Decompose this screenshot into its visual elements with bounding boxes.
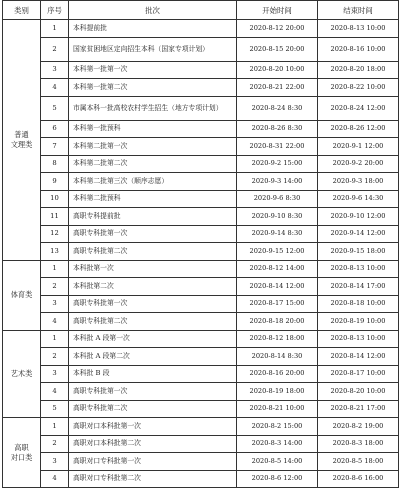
row-number-cell: 5	[41, 96, 69, 120]
end-time-cell: 2020-9-14 12:00	[318, 225, 399, 243]
row-number-cell: 9	[41, 173, 69, 191]
end-time-cell: 2020-8-13 10:00	[318, 260, 399, 278]
category-cell: 高职 对口类	[3, 418, 41, 488]
row-number-cell: 12	[41, 225, 69, 243]
end-time-cell: 2020-8-5 18:00	[318, 453, 399, 471]
start-time-cell: 2020-8-18 20:00	[237, 313, 318, 331]
header-end-time: 结束时间	[318, 1, 399, 20]
table-row	[3, 61, 399, 79]
start-time-cell: 2020-8-12 18:00	[237, 330, 318, 348]
start-time-cell: 2020-8-12 20:00	[237, 20, 318, 38]
table-row	[3, 470, 399, 488]
row-number-cell: 3	[41, 365, 69, 383]
start-time-cell: 2020-9-14 8:30	[237, 225, 318, 243]
end-time-cell: 2020-8-13 10:00	[318, 330, 399, 348]
table-row	[3, 243, 399, 261]
row-number-cell: 2	[41, 37, 69, 61]
batch-name-cell: 本科第一批第二次	[69, 79, 237, 97]
batch-name-cell: 本科第二批第三次（顺序志愿）	[69, 173, 237, 191]
start-time-cell: 2020-8-21 10:00	[237, 400, 318, 418]
batch-name-cell: 本科第一批第一次	[69, 61, 237, 79]
row-number-cell: 1	[41, 20, 69, 38]
end-time-cell: 2020-8-26 12:00	[318, 120, 399, 138]
row-number-cell: 5	[41, 400, 69, 418]
end-time-cell: 2020-8-21 17:00	[318, 400, 399, 418]
row-number-cell: 10	[41, 190, 69, 208]
end-time-cell: 2020-8-2 19:00	[318, 418, 399, 436]
batch-name-cell: 高职对口本科批第二次	[69, 435, 237, 453]
table-row	[3, 278, 399, 296]
row-number-cell: 4	[41, 383, 69, 401]
row-number-cell: 1	[41, 418, 69, 436]
batch-name-cell: 本科第一批预科	[69, 120, 237, 138]
table-row	[3, 330, 399, 348]
table-row	[3, 260, 399, 278]
table-row	[3, 295, 399, 313]
table-row	[3, 365, 399, 383]
batch-name-cell: 高职对口本科批第一次	[69, 418, 237, 436]
batch-name-cell: 高职专科批第一次	[69, 295, 237, 313]
row-number-cell: 8	[41, 155, 69, 173]
table-row	[3, 225, 399, 243]
batch-name-cell: 本科提前批	[69, 20, 237, 38]
header-number: 序号	[41, 1, 69, 20]
table-row	[3, 400, 399, 418]
table-row	[3, 190, 399, 208]
row-number-cell: 11	[41, 208, 69, 226]
schedule-table	[2, 0, 399, 488]
row-number-cell: 4	[41, 313, 69, 331]
batch-name-cell: 高职专科批第二次	[69, 400, 237, 418]
row-number-cell: 4	[41, 79, 69, 97]
start-time-cell: 2020-8-5 14:00	[237, 453, 318, 471]
table-row	[3, 20, 399, 38]
row-number-cell: 1	[41, 260, 69, 278]
row-number-cell: 6	[41, 120, 69, 138]
header-row	[3, 1, 399, 20]
row-number-cell: 13	[41, 243, 69, 261]
end-time-cell: 2020-8-19 10:00	[318, 313, 399, 331]
batch-name-cell: 高职专科批第一次	[69, 383, 237, 401]
batch-name-cell: 市属本科一批高校农村学生招生（地方专项计划）	[69, 96, 237, 120]
row-number-cell: 3	[41, 453, 69, 471]
table-row	[3, 138, 399, 156]
batch-name-cell: 高职专科批第二次	[69, 313, 237, 331]
start-time-cell: 2020-8-14 8:30	[237, 348, 318, 366]
table-row	[3, 435, 399, 453]
batch-name-cell: 高职对口专科批第一次	[69, 453, 237, 471]
end-time-cell: 2020-9-15 18:00	[318, 243, 399, 261]
batch-name-cell: 高职专科批第二次	[69, 243, 237, 261]
start-time-cell: 2020-9-3 14:00	[237, 173, 318, 191]
table-row	[3, 208, 399, 226]
start-time-cell: 2020-9-15 12:00	[237, 243, 318, 261]
header-start-time: 开始时间	[237, 1, 318, 20]
schedule-body	[3, 20, 399, 488]
start-time-cell: 2020-8-2 15:00	[237, 418, 318, 436]
start-time-cell: 2020-8-6 12:00	[237, 470, 318, 488]
batch-name-cell: 本科第二批第二次	[69, 155, 237, 173]
end-time-cell: 2020-8-22 10:00	[318, 79, 399, 97]
start-time-cell: 2020-8-14 12:00	[237, 278, 318, 296]
end-time-cell: 2020-8-20 18:00	[318, 61, 399, 79]
end-time-cell: 2020-9-6 14:30	[318, 190, 399, 208]
batch-name-cell: 本科批第一次	[69, 260, 237, 278]
table-row	[3, 173, 399, 191]
table-row	[3, 418, 399, 436]
table-row	[3, 348, 399, 366]
end-time-cell: 2020-9-3 18:00	[318, 173, 399, 191]
start-time-cell: 2020-8-16 20:00	[237, 365, 318, 383]
start-time-cell: 2020-9-2 15:00	[237, 155, 318, 173]
start-time-cell: 2020-8-24 8:30	[237, 96, 318, 120]
table-row	[3, 37, 399, 61]
table-row	[3, 96, 399, 120]
admission-schedule-document	[2, 0, 398, 488]
row-number-cell: 7	[41, 138, 69, 156]
start-time-cell: 2020-8-3 14:00	[237, 435, 318, 453]
row-number-cell: 4	[41, 470, 69, 488]
row-number-cell: 2	[41, 348, 69, 366]
end-time-cell: 2020-8-24 12:00	[318, 96, 399, 120]
header-category: 类别	[3, 1, 41, 20]
header-batch: 批次	[69, 1, 237, 20]
end-time-cell: 2020-8-16 10:00	[318, 37, 399, 61]
table-row	[3, 453, 399, 471]
start-time-cell: 2020-9-6 8:30	[237, 190, 318, 208]
start-time-cell: 2020-8-17 15:00	[237, 295, 318, 313]
end-time-cell: 2020-8-14 17:00	[318, 278, 399, 296]
end-time-cell: 2020-8-20 10:00	[318, 383, 399, 401]
start-time-cell: 2020-8-26 8:30	[237, 120, 318, 138]
category-cell: 普通 文理类	[3, 20, 41, 261]
batch-name-cell: 本科批 B 段	[69, 365, 237, 383]
end-time-cell: 2020-8-13 10:00	[318, 20, 399, 38]
table-row	[3, 120, 399, 138]
batch-name-cell: 本科第二批预科	[69, 190, 237, 208]
end-time-cell: 2020-8-6 16:00	[318, 470, 399, 488]
row-number-cell: 2	[41, 435, 69, 453]
row-number-cell: 3	[41, 61, 69, 79]
end-time-cell: 2020-8-3 18:00	[318, 435, 399, 453]
end-time-cell: 2020-8-14 12:00	[318, 348, 399, 366]
batch-name-cell: 本科批 A 段第二次	[69, 348, 237, 366]
row-number-cell: 1	[41, 330, 69, 348]
table-row	[3, 313, 399, 331]
start-time-cell: 2020-8-21 22:00	[237, 79, 318, 97]
end-time-cell: 2020-8-17 10:00	[318, 365, 399, 383]
batch-name-cell: 本科批第二次	[69, 278, 237, 296]
batch-name-cell: 本科批 A 段第一次	[69, 330, 237, 348]
start-time-cell: 2020-9-10 8:30	[237, 208, 318, 226]
category-cell: 艺术类	[3, 330, 41, 418]
start-time-cell: 2020-8-31 22:00	[237, 138, 318, 156]
start-time-cell: 2020-8-12 14:00	[237, 260, 318, 278]
batch-name-cell: 高职对口专科批第二次	[69, 470, 237, 488]
table-row	[3, 155, 399, 173]
table-row	[3, 383, 399, 401]
batch-name-cell: 本科第二批第一次	[69, 138, 237, 156]
start-time-cell: 2020-8-19 18:00	[237, 383, 318, 401]
batch-name-cell: 高职专科批第一次	[69, 225, 237, 243]
end-time-cell: 2020-9-1 12:00	[318, 138, 399, 156]
end-time-cell: 2020-9-10 12:00	[318, 208, 399, 226]
batch-name-cell: 国家贫困地区定向招生本科（国家专项计划）	[69, 37, 237, 61]
end-time-cell: 2020-9-2 20:00	[318, 155, 399, 173]
row-number-cell: 3	[41, 295, 69, 313]
start-time-cell: 2020-8-20 10:00	[237, 61, 318, 79]
end-time-cell: 2020-8-18 10:00	[318, 295, 399, 313]
category-cell: 体育类	[3, 260, 41, 330]
batch-name-cell: 高职专科提前批	[69, 208, 237, 226]
table-row	[3, 79, 399, 97]
start-time-cell: 2020-8-15 20:00	[237, 37, 318, 61]
row-number-cell: 2	[41, 278, 69, 296]
